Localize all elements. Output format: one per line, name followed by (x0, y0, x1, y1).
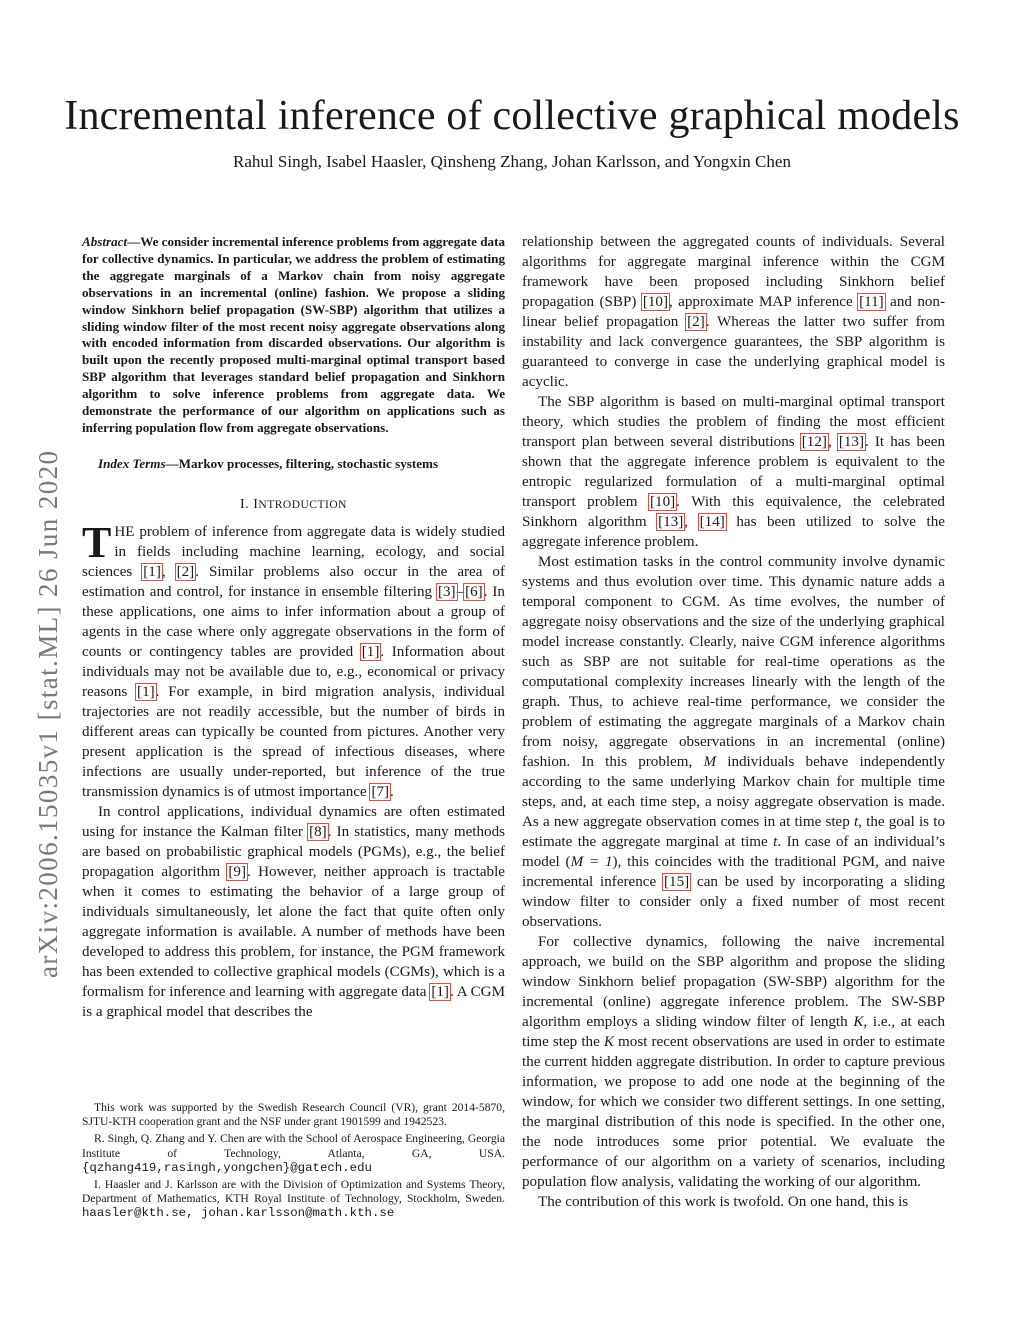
citation-link[interactable]: [10] (650, 494, 676, 510)
text-run: – (456, 583, 465, 600)
math-t: t (854, 814, 859, 830)
section-title-first: I (253, 496, 259, 512)
abstract-text: —We consider incremental inference problems from aggregate data for collective dynamics. In particular, we address the problem of estimating the aggregate marginals of a Markov chain from noisy aggregate observations in an incremental (online) fashion. We propose a sliding window Sinkhorn belief propagation (SW-SBP) algorithm that utilizes a sliding window filter of the most recent noisy aggregate observations along with encoded information from discarded observations. Our algorithm is built upon the recently proposed multi-marginal optimal transport based SBP algorithm that leverages standard belief propagation and Sinkhorn algorithm to solve inference problems from aggregate data. We demonstrate the performance of our algorithm on applications such as inferring population flow from aggregate observations. (82, 234, 505, 435)
citation-link[interactable]: [11] (859, 294, 884, 310)
citation-link[interactable]: [8] (309, 823, 327, 840)
citation-link[interactable]: [7] (371, 783, 390, 800)
text-run: The SBP algorithm is based on multi-marginal optimal transport theory, which studies the problem of finding the most efficient transport plan between several distributions (522, 394, 945, 450)
citation-link[interactable]: [2] (687, 314, 705, 330)
footnotes (82, 1101, 505, 1224)
citation-link[interactable]: [13] (838, 434, 864, 450)
body-paragraph-4 (522, 932, 945, 1192)
math-K: K (853, 1014, 864, 1030)
text-run: . In statistics, many methods are based on probabilistic graphical models (PGMs), e.g., the belief propagation algorithm (82, 823, 506, 880)
text-run: . It has been shown that the aggregate inference problem is equivalent to the entropic regularized formulation of a multi-marginal optimal transport problem (522, 434, 945, 510)
index-terms-text: —Markov processes, filtering, stochastic systems (165, 455, 439, 471)
text-run: has been utilized to solve the aggregate inference problem. (522, 514, 945, 550)
citation-link[interactable]: [12] (801, 434, 827, 450)
text-run: , i.e., at each time step the (522, 1014, 945, 1050)
text-run: For collective dynamics, following the naive incremental approach, we build on the SBP algorithm and propose the sliding window Sinkhorn belief propagation (SW-SBP) algorithm for the incremental (online) aggregate inference problem. The SW-SBP algorithm employs a sliding window filter of length (522, 934, 945, 1030)
citation-link[interactable]: [1] (361, 643, 380, 660)
body-paragraph-1 (522, 232, 945, 392)
index-terms (82, 455, 505, 472)
body-paragraph-2 (522, 392, 945, 552)
text-run: , (827, 434, 838, 450)
body-paragraph-5: The contribution of this work is twofold. On one hand, this is (538, 1194, 909, 1210)
citation-link[interactable]: [14] (699, 514, 725, 530)
citation-link[interactable]: [13] (658, 514, 684, 530)
text-run: I. Haasler and J. Karlsson are with the Division of Optimization and Systems Theory, Department of Mathematics, KTH Royal Institute of Technology, Stockholm, Sweden. (82, 1178, 505, 1206)
text-run: , (684, 514, 699, 530)
text-run: Most estimation tasks in the control community involve dynamic systems and thus evolution over time. This dynamic nature adds a temporal component to CGM. As time evolves, the number of aggregate noisy observations and the size of the underlying graphical model increase constantly. Clearly, naive CGM inference algorithms such as SBP are not suitable for real-time operations as the computational complexity increases linearly with the length of the graph. Thus, to achieve real-time performance, we consider the problem of estimating the aggregate marginals of a Markov chain from noisy, aggregate observations in an incremental (online) fashion. In this problem, (522, 554, 945, 770)
text-run: . Similar problems also occur in the area of estimation and control, for instance in ensemble filtering (82, 563, 505, 600)
drop-cap: T (82, 517, 112, 567)
abstract (82, 234, 505, 437)
text-run: relationship between the aggregated counts of individuals. Several algorithms for aggregate marginal inference within the CGM framework have been proposed including Sinkhorn belief propagation (SBP) (522, 234, 945, 310)
arxiv-stamp: arXiv:2006.15035v1 [stat.ML] 26 Jun 2020 (33, 449, 63, 978)
text-run: . (390, 783, 394, 800)
abstract-label: Abstract (82, 234, 128, 249)
text-run: R. Singh, Q. Zhang and Y. Chen are with the School of Aerospace Engineering, Georgia Institute of Technology, Atlanta, GA, USA. (82, 1132, 505, 1160)
text-run: can be used by incorporating a sliding window filter to consider only a fixed number of most recent observations. (522, 874, 945, 930)
citation-link[interactable]: [1] (143, 563, 161, 580)
citation-link[interactable]: [2] (176, 563, 195, 580)
text-run: . With this equivalence, the celebrated Sinkhorn algorithm (522, 494, 945, 530)
author-list: Rahul Singh, Isabel Haasler, Qinsheng Zhang, Johan Karlsson, and Yongxin Chen (233, 152, 791, 171)
text-run: . In these applications, one aims to infer information about a group of agents in the case where only aggregate observations in the form of counts or contingency tables are provided (82, 583, 505, 660)
text-run: . A CGM is a graphical model that describes the (82, 983, 505, 1020)
citation-link[interactable]: [9] (228, 863, 246, 880)
text-run: . Whereas the latter two suffer from instability and lack convergence guarantees, the SBP algorithm is guaranteed to converge in case the underlying graphical model is acyclic. (522, 314, 945, 390)
left-column (82, 234, 505, 1022)
citation-link[interactable]: [15] (664, 874, 690, 890)
email-gatech[interactable]: {qzhang419,rasingh,yongchen}@gatech.edu (82, 1160, 372, 1175)
text-run: most recent observations are used in order to estimate the current hidden aggregate distribution. In order to capture previous information, we propose to add one node at the beginning of the window, for which we consider two different settings. In one setting, the marginal distribution of this node is specified. In the other one, the node introduces some prior potential. We evaluate the performance of our algorithm on a variety of scenarios, including population flow analysis, validating the working of our algorithm. (522, 1034, 945, 1190)
text-run: In control applications, individual dynamics are often estimated using for instance the Kalman filter (82, 803, 505, 840)
citation-link[interactable]: [6] (465, 583, 483, 600)
text-run: , approximate MAP inference (668, 294, 859, 310)
math-t: t (773, 834, 778, 850)
section-heading-introduction (82, 496, 505, 514)
text-run: . Information about individuals may not be available due to, e.g., economical or privacy reasons (82, 643, 505, 700)
math-M-equals-1: M = 1 (570, 854, 613, 870)
text-run: HE problem of inference from aggregate data is widely studied in fields including machine learning, ecology, and social sciences (82, 523, 505, 580)
text-run: . In case of an individual’s model ( (522, 834, 945, 870)
text-run: individuals behave independently according to the same underlying Markov chain for multiple time steps, and, at each time step, a noisy aggregate observation is made. As a new aggregate observation comes in at time step (522, 754, 945, 830)
footnote-affiliation-gatech (82, 1132, 505, 1175)
citation-link[interactable]: [10] (642, 294, 668, 310)
section-title-rest: NTRODUCTION (258, 498, 347, 511)
citation-link[interactable]: [3] (437, 583, 456, 600)
footnote-funding: This work was supported by the Swedish Research Council (VR), grant 2014-5870, SJTU-KTH cooperation grant and the NSF under grant 1901599 and 1942523. (82, 1101, 505, 1129)
math-K: K (603, 1034, 614, 1050)
email-kth[interactable]: haasler@kth.se, johan.karlsson@math.kth.se (82, 1206, 395, 1221)
intro-paragraph-2 (82, 802, 505, 1022)
citation-link[interactable]: [1] (137, 683, 155, 700)
text-run: ), this coincides with the traditional PGM, and naive incremental inference (522, 854, 945, 890)
math-M: M (703, 754, 717, 770)
text-run: and non-linear belief propagation (522, 294, 945, 330)
footnote-affiliation-kth (82, 1178, 505, 1221)
intro-paragraph-1 (82, 517, 506, 802)
index-terms-label: Index Terms (98, 455, 166, 471)
text-run: . However, neither approach is tractable when it comes to estimating the behavior of a large group of individuals simultaneously, let alone the fact that quite often only aggregate information is available. A number of methods have been developed to address this problem, for instance, the PGM framework has been extended to collective graphical models (CGMs), which is a formalism for inference and learning with aggregate data (82, 863, 505, 1000)
text-run: , the goal is to estimate the aggregate marginal at time (522, 814, 945, 850)
section-number: I. (240, 496, 250, 512)
text-run: . For example, in bird migration analysis, individual trajectories are not readily accessible, but the number of birds in different areas can typically be counted from pictures. Another very present application is the spread of infectious diseases, where infections are usually under-reported, but inference of the true transmission dynamics is of utmost importance (82, 683, 506, 800)
citation-link[interactable]: [1] (431, 983, 449, 1000)
text-run: , (161, 563, 176, 580)
right-column (522, 232, 945, 1212)
paper-title: Incremental inference of collective graphical models (64, 93, 960, 139)
body-paragraph-3 (522, 552, 945, 932)
